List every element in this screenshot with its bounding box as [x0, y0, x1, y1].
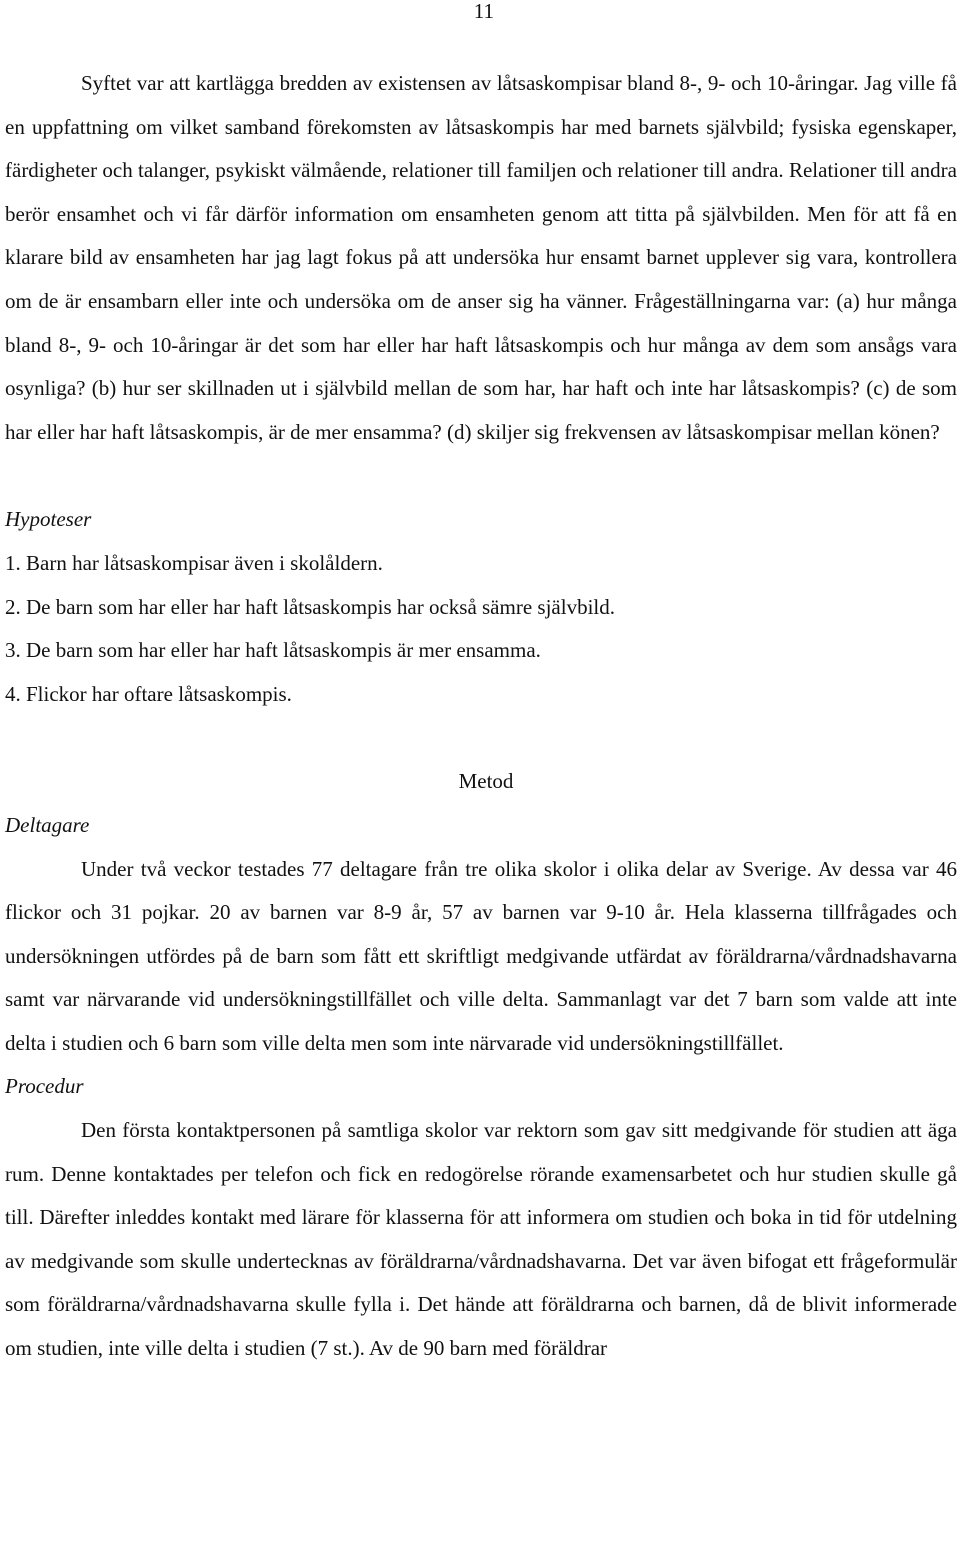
hypotheses-heading: Hypoteser [5, 507, 92, 532]
hypothesis-item-2: 2. De barn som har eller har haft låtsaskompis har också sämre självbild. [5, 594, 615, 619]
hypothesis-item-1: 1. Barn har låtsaskompisar även i skolåldern. [5, 550, 383, 575]
hypothesis-item-4: 4. Flickor har oftare låtsaskompis. [5, 681, 292, 706]
spacer [5, 454, 957, 498]
method-title: Metod [458, 769, 514, 794]
spacer [5, 716, 957, 760]
procedure-paragraph: Den första kontaktpersonen på samtliga skolor var rektorn som gav sitt medgivande för studien att äga rum. Denne kontaktades per telefon och fick en redogörelse rörande examensarbetet och hur studien skulle gå till. Därefter inleddes kontakt med lärare för klasserna för att informera om studien och boka in tid för utdelning av medgivande som skulle undertecknas av föräldrarna/vårdnadshavarna. Det var även bifogat ett frågeformulär som föräldrarna/vårdnadshavarna skulle fylla i. Det hände att föräldrarna och barnen, då de blivit informerade om studien, inte ville delta i studien (7 st.). Av de 90 barn med föräldrar [5, 1118, 957, 1361]
procedure-heading: Procedur [5, 1074, 84, 1099]
hypotheses-list [5, 542, 957, 716]
hypothesis-item-3: 3. De barn som har eller har haft låtsaskompis är mer ensamma. [5, 638, 541, 663]
participants-paragraph: Under två veckor testades 77 deltagare från tre olika skolor i olika delar av Sverige. Av dessa var 46 flickor och 31 pojkar. 20 av barnen var 8-9 år, 57 av barnen var 9-10 år. Hela klasserna tillfrågades och undersökningen utfördes på de barn som fått ett skriftligt medgivande utfärdat av föräldrarna/vårdnadshavarna samt var närvarande vid undersökningstillfället och ville delta. Sammanlagt var det 7 barn som valde att inte delta i studien och 6 barn som ville delta men som inte närvarade vid undersökningstillfället. [5, 856, 957, 1055]
page-number: 11 [473, 0, 494, 23]
intro-paragraph: Syftet var att kartlägga bredden av existensen av låtsaskompisar bland 8-, 9- och 10-åringar. Jag ville få en uppfattning om vilket samband förekomsten av låtsaskompis har med barnets självbild; fysiska egenskaper, färdigheter och talanger, psykiskt välmående, relationer till familjen och relationer till andra. Relationer till andra berör ensamhet och vi får därför information om ensamheten genom att titta på självbilden. Men för att få en klarare bild av ensamheten har jag lagt fokus på att undersöka hur ensamt barnet upplever sig vara, kontrollera om de är ensambarn eller inte och undersöka om de anser sig ha vänner. Frågeställningarna var: (a) hur många bland 8-, 9- och 10-åringar är det som har eller har haft låtsaskompis och hur många av dem som ansågs vara osynliga? (b) hur ser skillnaden ut i självbild mellan de som har, har haft och inte har låtsaskompis? (c) de som har eller har haft låtsaskompis, är de mer ensamma? (d) skiljer sig frekvensen av låtsaskompisar mellan könen? [5, 71, 957, 444]
participants-heading: Deltagare [5, 812, 90, 837]
document-page [5, 62, 957, 1371]
